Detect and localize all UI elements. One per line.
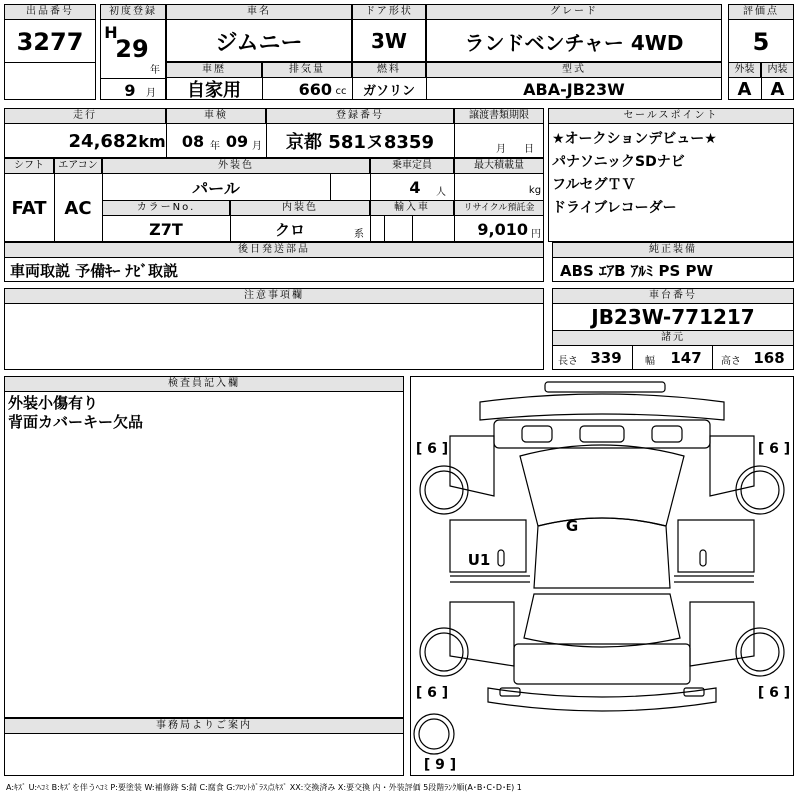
reg-month: 9 [124, 80, 136, 100]
div-n [412, 216, 413, 242]
inspector-note: 背面カバーキー欠品 [8, 413, 144, 431]
transfer-label: 譲渡書類期限 [454, 108, 544, 124]
door-label: ドア形状 [352, 4, 426, 20]
int-color-value: クロ [274, 220, 305, 239]
div-o [632, 346, 633, 370]
model-value: ABA-JB23W [523, 79, 625, 99]
right-front-fender [710, 436, 754, 496]
capacity-unit: 人 [436, 186, 446, 198]
ext-label: 外装 [728, 62, 761, 78]
hood [494, 420, 710, 448]
mileage-label: 走行 [4, 108, 166, 124]
lot-divider [4, 62, 96, 63]
legend: A:ｷｽﾞ U:ﾍｺﾐ B:ｷｽﾞを伴うﾍｺﾐ P:要塗装 W:補修跡 S:錆 C:腐食 G:ﾌﾛﾝﾄｶﾞﾗｽ点ｷｽﾞ XX:交換済み X:要交換 内・外装評価 5段階ﾗﾝｸ順(A･B･C･D･E) 1 [6, 783, 522, 792]
insp-year-unit: 年 [210, 140, 220, 152]
sales-point: パナソニックSDナビ [552, 154, 685, 170]
div-p [712, 346, 713, 370]
transfer-day: 日 [524, 143, 534, 155]
reg-year: 29 [115, 35, 149, 63]
tire-front-right [736, 466, 784, 514]
right-mirror [700, 550, 706, 566]
div-g [54, 158, 55, 242]
history-label: 車歴 [166, 62, 262, 78]
sales-list [552, 128, 790, 220]
notes-label: 注意事項欄 [4, 288, 544, 304]
damage-mark-g: G [565, 517, 579, 535]
insp-month: 09 [225, 131, 249, 151]
car-name: ジムニー [215, 30, 303, 56]
int-color-unit: 系 [354, 228, 364, 240]
left-front-fender [450, 436, 494, 496]
capacity-value: 4 [409, 177, 421, 197]
grille-center [580, 426, 624, 442]
history-value: 自家用 [187, 80, 241, 101]
tire-score-rr: [ 6 ] [757, 685, 791, 701]
cabin [534, 518, 670, 588]
recycle-label: リサイクル預託金 [454, 200, 544, 216]
roof-panel [545, 382, 665, 392]
inspector-notes [8, 394, 143, 432]
div-a [262, 62, 263, 100]
hgt-label: 高さ [721, 355, 741, 367]
windshield [520, 445, 684, 526]
grille-left [522, 426, 552, 442]
damage-mark-u1: U1 [467, 551, 491, 569]
kg-unit: kg [528, 184, 542, 196]
insp-month-unit: 月 [252, 140, 262, 152]
plate-value: 京都 581ヌ8359 [286, 132, 434, 153]
score-value: 5 [752, 28, 770, 56]
int-grade: A [770, 78, 785, 100]
yen-unit: 円 [531, 228, 541, 240]
wid-label: 幅 [645, 355, 655, 367]
tire-score-fl: [ 6 ] [415, 441, 449, 457]
wid-value: 147 [670, 349, 702, 367]
door-type: 3W [371, 29, 407, 53]
mileage-value: 24,682 [68, 130, 138, 152]
grade-label: グレード [426, 4, 722, 20]
int-label: 内装 [761, 62, 794, 78]
div-d [166, 108, 167, 158]
len-label: 長さ [558, 355, 578, 367]
score-label: 評価点 [728, 4, 794, 20]
parts-value: 車両取説 予備ｷｰ ﾅﾋﾞ取説 [10, 261, 178, 280]
recycle-value: 9,010 [477, 219, 528, 239]
office-label: 事務局よりご案内 [4, 718, 404, 734]
ext-color-value: パール [192, 178, 240, 198]
first-reg-divider [100, 78, 166, 79]
rear-window [524, 594, 680, 647]
grille-right [652, 426, 682, 442]
displacement-value: 660 [298, 79, 332, 99]
specs-label: 諸元 [552, 330, 794, 346]
lot-number: 3277 [16, 28, 84, 56]
sales-label: セールスポイント [548, 108, 794, 124]
div-e [266, 108, 267, 158]
equipment-value: ABS ｴｱB ｱﾙﾐ PS PW [560, 261, 714, 280]
div-f [454, 108, 455, 158]
chassis-number: JB23W-771217 [591, 305, 755, 329]
shift-value: FAT [11, 197, 47, 219]
right-door [678, 520, 754, 572]
maxload-label: 最大積載量 [454, 158, 544, 174]
sales-point: フルセグＴＶ [552, 177, 636, 193]
ext-color-label: 外装色 [102, 158, 370, 174]
plate-label: 登録番号 [266, 108, 454, 124]
era-mark: H [104, 22, 118, 42]
div-i [330, 174, 331, 200]
tailgate [514, 644, 690, 684]
inspector-note: 外装小傷有り [8, 394, 99, 412]
shift-label: シフト [4, 158, 54, 174]
fuel-label: 燃料 [352, 62, 426, 78]
div-l [230, 200, 231, 242]
capacity-label: 乗車定員 [370, 158, 454, 174]
month-unit: 月 [146, 87, 156, 99]
tire-score-rl: [ 6 ] [415, 685, 449, 701]
grade-value: ランドベンチャー 4WD [464, 30, 684, 55]
spare-score: [ 9 ] [423, 757, 457, 773]
cc-unit: cc [335, 85, 347, 97]
lot-label: 出品番号 [4, 4, 96, 20]
score-split [761, 62, 762, 100]
ac-label: エアコン [54, 158, 102, 174]
hgt-value: 168 [753, 349, 785, 367]
first-reg-label: 初度登録 [100, 4, 166, 20]
transfer-month: 月 [496, 143, 506, 155]
tire-rear-left [420, 628, 468, 676]
inspection-label: 車検 [166, 108, 266, 124]
sales-point: ドライブレコーダー [552, 200, 677, 216]
int-color-label: 内装色 [230, 200, 370, 216]
ac-value: AC [64, 197, 92, 219]
colorno-label: カラーNo. [102, 200, 230, 216]
tire-front-left [420, 466, 468, 514]
km-unit: km [138, 131, 166, 151]
chassis-label: 車台番号 [552, 288, 794, 304]
insp-year: 08 [181, 131, 205, 151]
ext-grade: A [737, 78, 752, 100]
car-body-diagram [410, 376, 794, 776]
parts-label: 後日発送部品 [4, 242, 544, 258]
equipment-label: 純正装備 [552, 242, 794, 258]
div-m [384, 216, 385, 242]
car-name-label: 車名 [166, 4, 352, 20]
sales-point: ★オークションデビュー★ [552, 131, 717, 147]
len-value: 339 [590, 349, 622, 367]
left-mirror [498, 550, 504, 566]
fuel-value: ガソリン [362, 83, 415, 99]
tire-rear-right [736, 628, 784, 676]
tire-score-fr: [ 6 ] [757, 441, 791, 457]
import-label: 輸入車 [370, 200, 454, 216]
year-unit: 年 [150, 64, 160, 76]
div-c [426, 62, 427, 100]
color-no-value: Z7T [149, 219, 183, 239]
model-label: 型式 [426, 62, 722, 78]
spare-tire [414, 714, 454, 754]
rear-bumper [488, 688, 716, 711]
div-b [352, 62, 353, 100]
front-bumper [480, 394, 724, 420]
displacement-label: 排気量 [262, 62, 352, 78]
inspector-label: 検査員記入欄 [4, 376, 404, 392]
